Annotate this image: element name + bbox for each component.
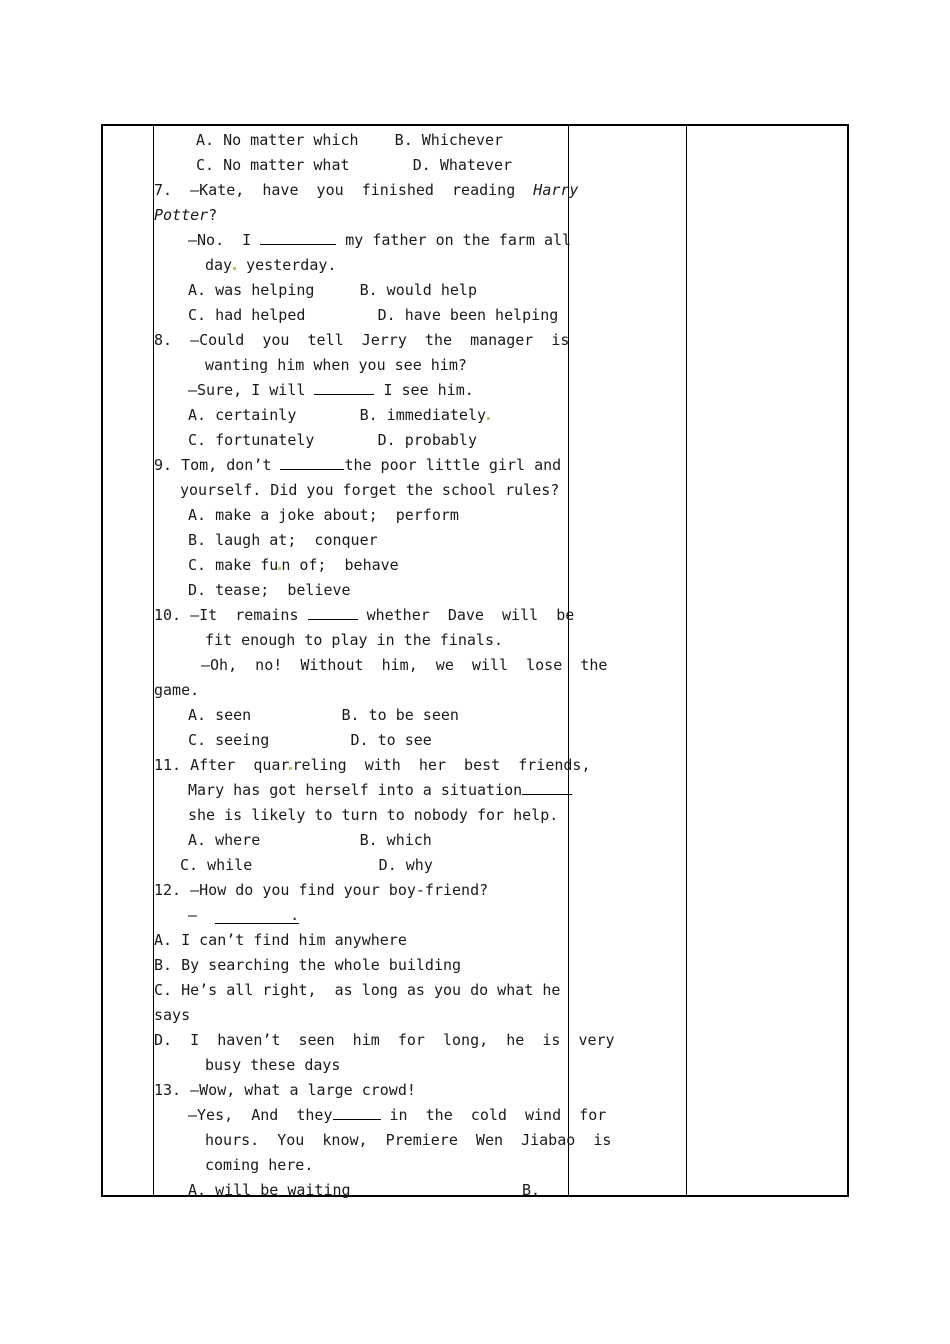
- q6-options-cd: C. No matter what D. Whatever: [196, 156, 513, 174]
- q9-stem: 9. Tom, don’t the poor little girl and: [154, 453, 561, 478]
- q7-stem-cont: Potter?: [154, 206, 218, 224]
- q12-option-d: D. I haven’t seen him for long, he is very: [154, 1031, 615, 1049]
- answer-blank: [314, 378, 374, 395]
- answer-blank: [308, 603, 358, 620]
- q10-reply: —Oh, no! Without him, we will lose the: [201, 656, 608, 674]
- q11-options-ab: A. where B. which: [188, 831, 432, 849]
- q10-reply-cont: game.: [154, 681, 200, 699]
- q8-options-ab: A. certainly B. immediately: [188, 403, 561, 428]
- q7-options-ab: A. was helping B. would help: [188, 281, 477, 299]
- q7-answer-cont: day yesterday.: [205, 256, 337, 274]
- q12-option-c: C. He’s all right, as long as you do what he: [154, 981, 561, 999]
- q7-stem: 7. —Kate, have you finished reading Harry: [154, 181, 579, 199]
- q11-stem: 11. After quar reling with her best friends,: [154, 756, 591, 774]
- answer-blank: [333, 1103, 381, 1120]
- q11-options-cd: C. while D. why: [180, 856, 433, 874]
- column-divider-3: [686, 126, 687, 1195]
- q12-option-a: A. I can’t find him anywhere: [154, 931, 407, 949]
- q12-option-c-cont: says: [154, 1006, 191, 1024]
- q11-stem-cont: Mary has got herself into a situation: [188, 778, 561, 803]
- q13-options: A. will be waiting B.: [188, 1181, 541, 1199]
- q10-stem-cont: fit enough to play in the finals.: [205, 631, 504, 649]
- q12-answer: — .: [188, 906, 300, 924]
- q9-option-b: B. laugh at; conquer: [188, 531, 378, 549]
- q13-reply-cont: hours. You know, Premiere Wen Jiabao is: [205, 1131, 612, 1149]
- q6-options-ab: A. No matter which B. Whichever: [196, 131, 504, 149]
- q10-options-cd: C. seeing D. to see: [188, 731, 432, 749]
- questions-column: [154, 126, 615, 1199]
- q12-option-b: B. By searching the whole building: [154, 956, 462, 974]
- answer-blank: [280, 453, 344, 470]
- q13-reply: —Yes, And they in the cold wind for: [188, 1103, 561, 1128]
- q13-reply-cont2: coming here.: [205, 1156, 314, 1174]
- q8-stem: 8. —Could you tell Jerry the manager is: [154, 331, 570, 349]
- q11-stem-cont2: she is likely to turn to nobody for help.: [188, 806, 559, 824]
- q7-options-cd: C. had helped D. have been helping: [188, 306, 559, 324]
- q7-answer: —No. I my father on the farm all: [188, 228, 561, 253]
- q8-stem-cont: wanting him when you see him?: [205, 356, 467, 374]
- answer-blank: [522, 778, 572, 795]
- q9-option-a: A. make a joke about; perform: [188, 506, 459, 524]
- q9-option-c: C. make fu n of; behave: [188, 556, 399, 574]
- q12-option-d-cont: busy these days: [205, 1056, 341, 1074]
- q12-stem: 12. —How do you find your boy-friend?: [154, 881, 489, 899]
- question-table: [101, 124, 849, 1197]
- q10-stem: 10. —It remains whether Dave will be: [154, 603, 561, 628]
- q9-stem-cont: yourself. Did you forget the school rules?: [180, 481, 560, 499]
- answer-blank: .: [215, 907, 299, 924]
- answer-blank: [260, 228, 336, 245]
- q8-options-cd: C. fortunately D. probably: [188, 431, 477, 449]
- q9-option-d: D. tease; believe: [188, 581, 351, 599]
- q8-answer: —Sure, I will I see him.: [188, 378, 561, 403]
- q13-stem: 13. —Wow, what a large crowd!: [154, 1081, 416, 1099]
- q10-options-ab: A. seen B. to be seen: [188, 706, 459, 724]
